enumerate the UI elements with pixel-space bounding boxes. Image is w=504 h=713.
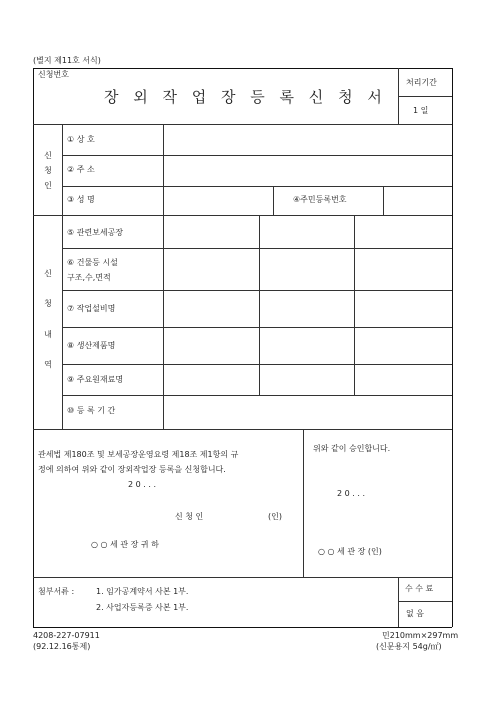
applicant-section-char-1: 신	[44, 151, 52, 160]
label-number: ②	[67, 165, 75, 174]
declaration-line-2: 정에 의하여 위와 같이 장외작업장 등록을 신청합니다.	[38, 465, 226, 474]
label-number: ①	[67, 135, 75, 144]
approval-text: 위와 같이 승인합니다.	[313, 444, 391, 453]
attachments-label: 첨부서류 :	[38, 587, 75, 596]
page-title: 장 외 작 업 장 등 록 신 청 서	[104, 88, 387, 106]
applicant-signature-label: 신 청 인	[175, 512, 204, 521]
addressee: ○ ○ 세 관 장 귀 하	[91, 540, 159, 549]
attachment-item-1: 1. 임가공계약서 사본 1부.	[96, 587, 189, 596]
details-section-char-2: 청	[44, 299, 52, 308]
applicant-section-char-3: 인	[44, 181, 52, 190]
declaration-date: 2 0 . . .	[128, 480, 156, 489]
label-equipment: ⑦ 작업설비명	[67, 304, 116, 313]
trade-name-field[interactable]	[164, 125, 451, 154]
applicant-seal: (인)	[268, 512, 282, 521]
details-section-char-4: 역	[44, 360, 52, 369]
approval-date: 2 0 . . .	[337, 489, 365, 498]
label-raw-materials: ⑨ 주요원재료명	[67, 375, 124, 384]
processing-period-value: 1 일	[413, 106, 429, 115]
label-building-facility: ⑥ 건물등 시설	[67, 258, 118, 267]
resident-id-field[interactable]	[384, 187, 451, 214]
label-text: 성 명	[76, 195, 95, 204]
label-registration-period: ⑩ 등 록 기 간	[67, 406, 116, 415]
applicant-section-char-2: 청	[44, 166, 52, 175]
label-building-structure: 구조,수,면적	[67, 273, 111, 282]
fee-label: 수 수 료	[405, 584, 434, 593]
label-address	[67, 166, 95, 174]
attachment-item-2: 2. 사업자등록증 사본 1부.	[96, 603, 189, 612]
label-related-factory: ⑤ 관련보세공장	[67, 228, 124, 237]
details-section-char-3: 내	[44, 330, 52, 339]
declaration-line-1: 관세법 제180조 및 보세공장운영요령 제18조 제1항의 규	[38, 450, 239, 459]
label-products: ⑧ 생산제품명	[67, 341, 116, 350]
label-trade-name	[67, 136, 95, 144]
label-text: 상 호	[76, 135, 95, 144]
label-number: ③	[67, 195, 75, 204]
fee-value: 없 음	[406, 609, 424, 618]
resident-id-label: ④주민등록번호	[293, 195, 347, 204]
form-number: (별지 제11호 서식)	[33, 56, 101, 65]
details-section-char-1: 신	[44, 269, 52, 278]
label-name	[67, 196, 95, 204]
footer-paper-type: (신문용지 54g/㎡)	[376, 642, 442, 651]
processing-period-label: 처리기간	[406, 78, 437, 87]
address-field[interactable]	[164, 156, 451, 185]
footer-date: (92.12.16통제)	[33, 642, 91, 651]
footer-paper-size: 민210mm×297mm	[382, 631, 459, 640]
label-text: 주 소	[76, 165, 95, 174]
application-number-label: 신청번호	[38, 70, 69, 79]
name-field[interactable]	[164, 187, 272, 214]
approval-signer: ○ ○ 세 관 장 (인)	[318, 547, 382, 556]
footer-code: 4208-227-07911	[33, 631, 100, 640]
